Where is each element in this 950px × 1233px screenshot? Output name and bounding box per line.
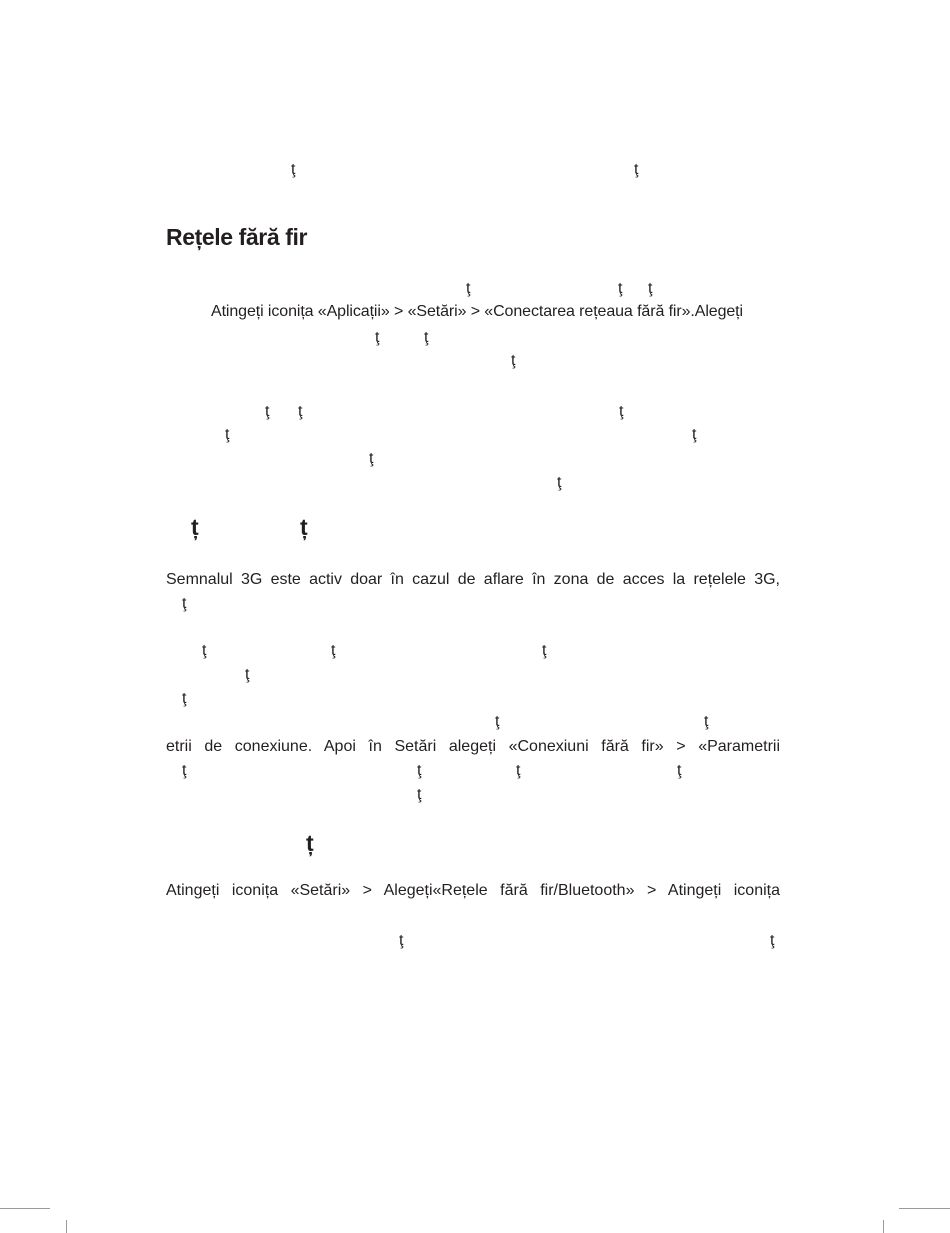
residual-glyph: ţ (704, 713, 709, 730)
residual-glyph: ţ (516, 762, 521, 779)
residual-glyph: ţ (202, 642, 207, 659)
paragraph-line: Atingeți iconița «Setări» > Alegeți«Rețele fără fir/Bluetooth» > Atingeți iconița (166, 882, 780, 899)
residual-glyph: ţ (634, 161, 639, 178)
residual-glyph: ţ (619, 403, 624, 420)
section-heading-wireless: Rețele fără fir (166, 224, 308, 250)
residual-glyph: ţ (417, 762, 422, 779)
residual-glyph: ţ (557, 474, 562, 491)
paragraph-line: etrii de conexiune. Apoi în Setări alegeți «Conexiuni fără fir» > «Parametrii (166, 738, 780, 755)
residual-glyph: ţ (265, 403, 270, 420)
residual-glyph: ţ (542, 642, 547, 659)
residual-glyph: ţ (182, 762, 187, 779)
residual-glyph: ţ (182, 595, 187, 612)
residual-heading-glyph: ț (300, 514, 308, 540)
residual-heading-glyph: ț (191, 514, 199, 540)
crop-mark-left-vertical (66, 1220, 67, 1233)
residual-heading-glyph: ț (306, 830, 314, 856)
residual-glyph: ţ (495, 713, 500, 730)
residual-glyph: ţ (692, 426, 697, 443)
residual-glyph: ţ (399, 932, 404, 949)
residual-glyph: ţ (417, 786, 422, 803)
paragraph-line: Semnalul 3G este activ doar în cazul de aflare în zona de acces la rețelele 3G, (166, 571, 780, 588)
paragraph-line: Atingeți iconița «Aplicații» > «Setări» > «Conectarea rețeaua fără fir».Alegeți (211, 303, 743, 320)
residual-glyph: ţ (225, 426, 230, 443)
residual-glyph: ţ (298, 403, 303, 420)
residual-glyph: ţ (648, 280, 653, 297)
residual-glyph: ţ (770, 932, 775, 949)
residual-glyph: ţ (618, 280, 623, 297)
residual-glyph: ţ (182, 690, 187, 707)
crop-mark-right-vertical (883, 1220, 884, 1233)
residual-glyph: ţ (245, 666, 250, 683)
residual-glyph: ţ (424, 329, 429, 346)
residual-glyph: ţ (466, 280, 471, 297)
residual-glyph: ţ (375, 329, 380, 346)
crop-mark-right-horizontal (899, 1208, 950, 1209)
residual-glyph: ţ (369, 450, 374, 467)
crop-mark-left-horizontal (0, 1208, 50, 1209)
residual-glyph: ţ (511, 352, 516, 369)
residual-glyph: ţ (677, 762, 682, 779)
residual-glyph: ţ (291, 161, 296, 178)
residual-glyph: ţ (331, 642, 336, 659)
